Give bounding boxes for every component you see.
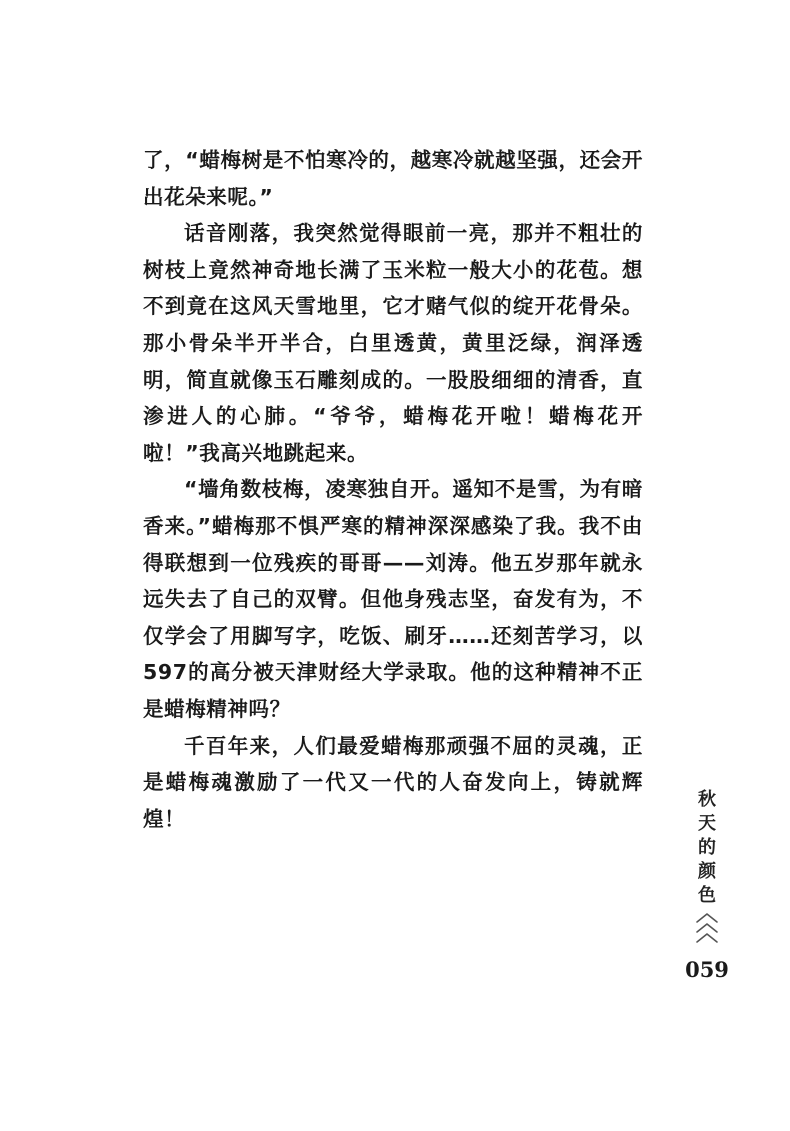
title-char: 色 <box>698 885 716 906</box>
body-text <box>143 142 643 837</box>
title-char: 天 <box>698 813 716 834</box>
page-number: 059 <box>685 957 729 982</box>
paragraph-2: 话音刚落，我突然觉得眼前一亮，那并不粗壮的树枝上竟然神奇地长满了玉米粒一般大小的花苞。想不到竟在这风天雪地里，它才赌气似的绽开花骨朵。那小骨朵半开半合，白里透黄，黄里泛绿，润泽透明，简直就像玉石雕刻成的。一股股细细的清香，直渗进人的心肺。“爷爷，蜡梅花开啦！蜡梅花开啦！”我高兴地跳起来。 <box>143 221 643 465</box>
title-char: 的 <box>698 837 716 858</box>
title-char: 秋 <box>698 789 716 810</box>
paragraph-3: “墙角数枝梅，凌寒独自开。遥知不是雪，为有暗香来。”蜡梅那不惧严寒的精神深深感染了我。我不由得联想到一位残疾的哥哥——刘涛。他五岁那年就永远失去了自己的双臂。但他身残志坚，奋发有为，不仅学会了用脚写字，吃饭、刷牙……还刻苦学习，以597的高分被天津财经大学录取。他的这种精神不正是蜡梅精神吗？ <box>143 477 643 721</box>
paragraph-1: 了，“蜡梅树是不怕寒冷的，越寒冷就越坚强，还会开出花朵来呢。” <box>143 148 643 209</box>
chapter-title-vertical <box>693 788 721 908</box>
paragraph-4: 千百年来，人们最爱蜡梅那顽强不屈的灵魂，正是蜡梅魂激励了一代又一代的人奋发向上，铸就辉煌！ <box>143 733 643 831</box>
triple-chevron-up-icon <box>693 912 721 946</box>
title-char: 颜 <box>698 861 716 882</box>
